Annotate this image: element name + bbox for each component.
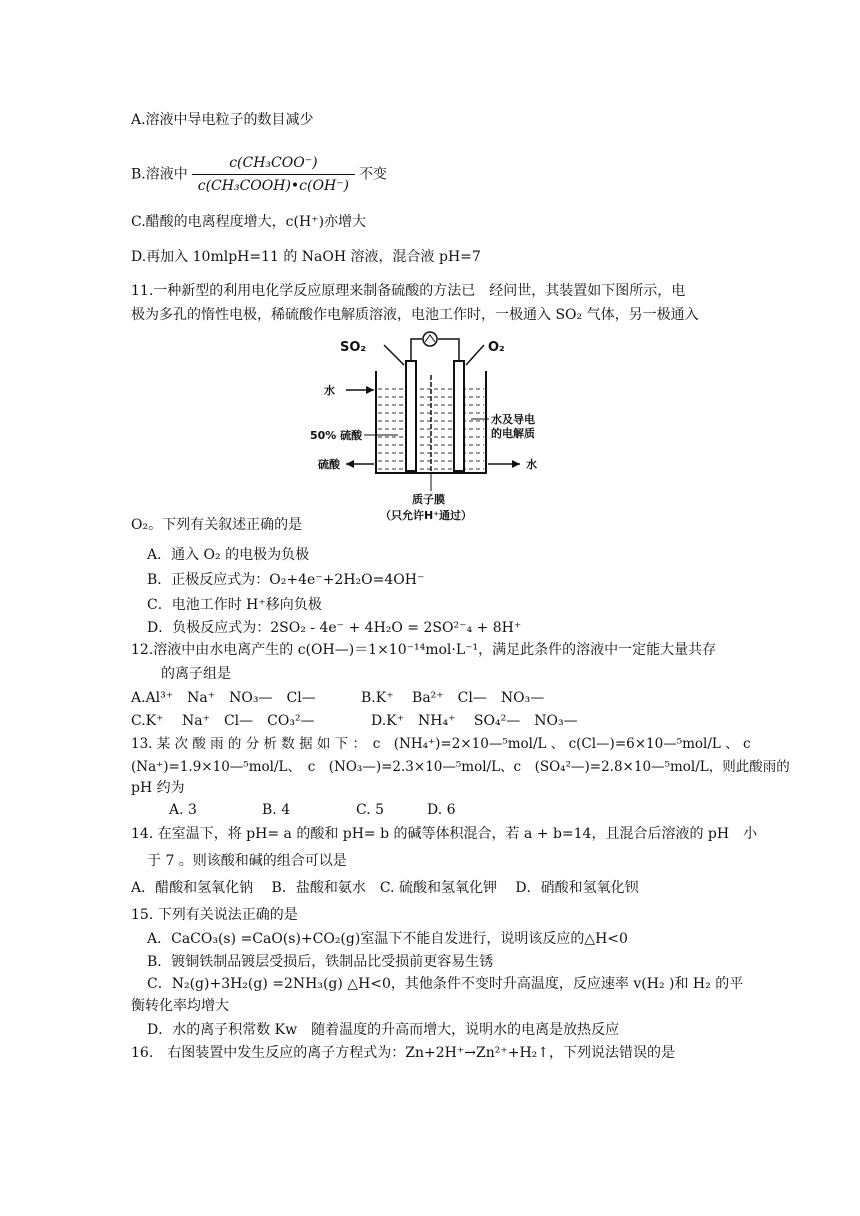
q14-stem-line-1: 14. 在室温下，将 pH= a 的酸和 pH= b 的碱等体积混合，若 a + b=14，且混合后溶液的 pH 小 (131, 826, 758, 842)
q11-stem-line-3: O₂。下列有关叙述正确的是 (131, 517, 303, 533)
q15-option-d: D．水的离子积常数 Kw 随着温度的升高而增大，说明水的电离是放热反应 (147, 1022, 620, 1038)
right-electrode (454, 361, 464, 471)
q14-stem-line-2: 于 7 。则该酸和碱的组合可以是 (147, 853, 347, 869)
q10-option-b (131, 154, 387, 195)
fraction-denominator: c(CH₃COOH)•c(OH⁻) (197, 178, 350, 194)
q13-stem-line-2: (Na⁺)=1.9×10—⁵mol/L、 c (NO₃—)=2.3×10—⁵mol/L、c (SO₄²—)=2.8×10—⁵mol/L，则此酸雨的 (131, 759, 790, 775)
q13-option-b: B. 4 (262, 802, 291, 818)
q13-stem-line-3: pH 约为 (131, 780, 185, 796)
water-in-label: 水 (324, 384, 335, 397)
q16-stem: 16. 右图装置中发生反应的离子方程式为：Zn+2H⁺→Zn²⁺+H₂↑，下列说法错误的是 (131, 1045, 676, 1061)
concentration-ratio-fraction (192, 154, 355, 195)
q12-stem-line-1: 12.溶液中由水电离产生的 c(OH—)＝1×10⁻¹⁴mol·L⁻¹，满足此条件的溶液中一定能大量共存 (131, 642, 717, 658)
q11-option-b: B．正极反应式为：O₂+4e⁻+2H₂O=4OH⁻ (147, 572, 425, 588)
acid-out-label: 硫酸 (318, 458, 340, 471)
membrane-label: 质子膜 (412, 493, 445, 506)
q11-option-a: A．通入 O₂ 的电极为负极 (147, 547, 310, 563)
q10-option-c: C.醋酸的电离程度增大，c(H⁺)亦增大 (131, 214, 367, 230)
o2-label: O₂ (488, 340, 505, 355)
q14-options: A．醋酸和氢氧化钠 B．盐酸和氨水 C. 硫酸和氢氧化钾 D．硝酸和氢氧化钡 (131, 880, 639, 896)
so2-label: SO₂ (340, 340, 367, 355)
q12-option-c: C.K⁺ Na⁺ Cl— CO₃²— (131, 713, 315, 729)
q15-option-a: A．CaCO₃(s) =CaO(s)+CO₂(g)室温下不能自发进行，说明该反应的△H<0 (147, 931, 628, 947)
acid-50-label: 50% 硫酸 (310, 429, 363, 442)
q15-option-b: B．镀铜铁制品镀层受损后，铁制品比受损前更容易生锈 (147, 954, 494, 970)
q10-option-b-prefix: B.溶液中 (131, 166, 188, 183)
q15-option-c-line-2: 衡转化率均增大 (131, 998, 229, 1014)
q15-option-c-line-1: C．N₂(g)+3H₂(g) =2NH₃(g) △H<0，其他条件不变时升高温度，反应速率 v(H₂ )和 H₂ 的平 (147, 976, 744, 992)
q10-option-a: A.溶液中导电粒子的数目减少 (131, 112, 314, 128)
q13-stem-line-1: 13. 某 次 酸 雨 的 分 析 数 据 如 下 ： c (NH₄⁺)=2×10—⁵mol/L 、 c(Cl—)=6×10—⁵mol/L 、 c (131, 736, 751, 752)
q15-stem: 15. 下列有关说法正确的是 (131, 907, 298, 923)
q13-option-a: A. 3 (169, 802, 197, 818)
q11-option-d: D．负极反应式为：2SO₂ - 4e⁻ + 4H₂O = 2SO²⁻₄ + 8H⁺ (147, 620, 522, 636)
ammeter-icon (423, 332, 437, 346)
q11-stem-line-1: 11.一种新型的利用电化学反应原理来制备硫酸的方法已 经问世，其装置如下图所示，电 (131, 283, 686, 299)
q13-option-d: D. 6 (427, 802, 456, 818)
membrane-note: （只允许H⁺通过） (380, 509, 473, 522)
q10-option-d: D.再加入 10mlpH=11 的 NaOH 溶液，混合液 pH=7 (131, 249, 481, 265)
q13-option-c: C. 5 (356, 802, 385, 818)
electrolyte-label-2: 的电解质 (491, 427, 535, 440)
q12-option-b: B.K⁺ Ba²⁺ Cl— NO₃— (361, 690, 545, 706)
left-electrode (406, 361, 416, 471)
electrochemical-cell-diagram (306, 331, 556, 525)
fraction-numerator: c(CH₃COO⁻) (192, 154, 355, 175)
water-out-label: 水 (526, 458, 537, 471)
q11-stem-line-2: 极为多孔的惰性电极，稀硫酸作电解质溶液，电池工作时，一极通入 SO₂ 气体，另一极通入 (131, 307, 699, 323)
q12-stem-line-2: 的离子组是 (161, 666, 231, 682)
electrolyte-label-1: 水及导电 (491, 413, 535, 426)
q12-option-a: A.Al³⁺ Na⁺ NO₃— Cl— (131, 690, 316, 706)
q11-option-c: C．电池工作时 H⁺移向负极 (147, 597, 322, 613)
q10-option-b-suffix: 不变 (359, 166, 388, 183)
q12-option-d: D.K⁺ NH₄⁺ SO₄²— NO₃— (371, 713, 578, 729)
